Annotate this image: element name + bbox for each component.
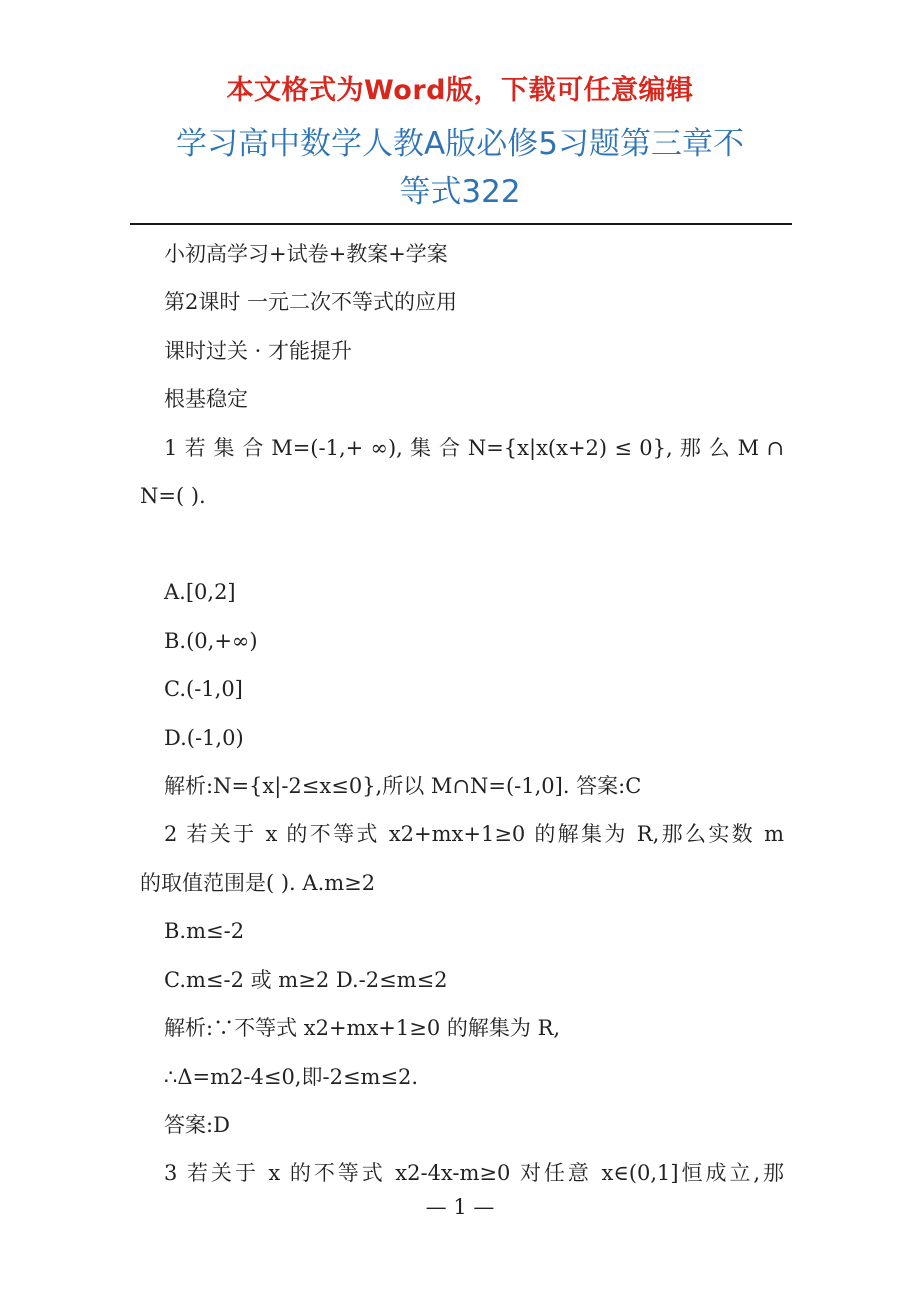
question-text: 的取值范围是( ). A.m≥2 bbox=[140, 870, 376, 895]
document-body bbox=[140, 230, 784, 1198]
question-text: 3 若关于 x 的不等式 x2-4x-m≥0 对任意 x∈(0,1]恒成立,那 bbox=[164, 1161, 784, 1186]
section-heading: 根基稳定 bbox=[164, 387, 248, 412]
lesson-heading: 第2课时 一元二次不等式的应用 bbox=[164, 290, 458, 315]
title-divider bbox=[130, 223, 792, 225]
solution-text: ∴Δ=m2-4≤0,即-2≤m≤2. bbox=[164, 1064, 419, 1089]
answer-option: A.[0,2] bbox=[164, 580, 236, 605]
text-line: 小初高学习+试卷+教案+学案 bbox=[164, 242, 448, 266]
answer-option: C.m≤-2 或 m≥2 D.-2≤m≤2 bbox=[164, 967, 448, 992]
answer-option: C.(-1,0] bbox=[164, 677, 243, 702]
solution-text: 解析:N={x|-2≤x≤0},所以 M∩N=(-1,0]. 答案:C bbox=[164, 774, 642, 799]
blank-space bbox=[140, 520, 784, 568]
question-text: 1 若 集 合 M=(-1,+ ∞), 集 合 N={x|x(x+2) ≤ 0}, 那 么 M ∩ bbox=[164, 435, 784, 460]
answer-option: D.(-1,0) bbox=[164, 725, 244, 750]
document-title-line-2: 等式322 bbox=[399, 174, 521, 210]
answer-text: 答案:D bbox=[164, 1112, 230, 1137]
document-title-line-1: 学习高中数学人教A版必修5习题第三章不 bbox=[176, 126, 744, 162]
answer-option: B.m≤-2 bbox=[164, 919, 245, 944]
question-text: 2 若关于 x 的不等式 x2+mx+1≥0 的解集为 R,那么实数 m bbox=[164, 822, 784, 847]
solution-text: 解析:∵不等式 x2+mx+1≥0 的解集为 R, bbox=[164, 1016, 561, 1041]
section-heading: 课时过关 · 才能提升 bbox=[164, 338, 353, 363]
question-text: N=( ). bbox=[140, 484, 206, 509]
download-banner: 本文格式为Word版，下载可任意编辑 bbox=[226, 75, 694, 106]
page-number: — 1 — bbox=[425, 1195, 495, 1219]
answer-option: B.(0,+∞) bbox=[164, 628, 258, 653]
